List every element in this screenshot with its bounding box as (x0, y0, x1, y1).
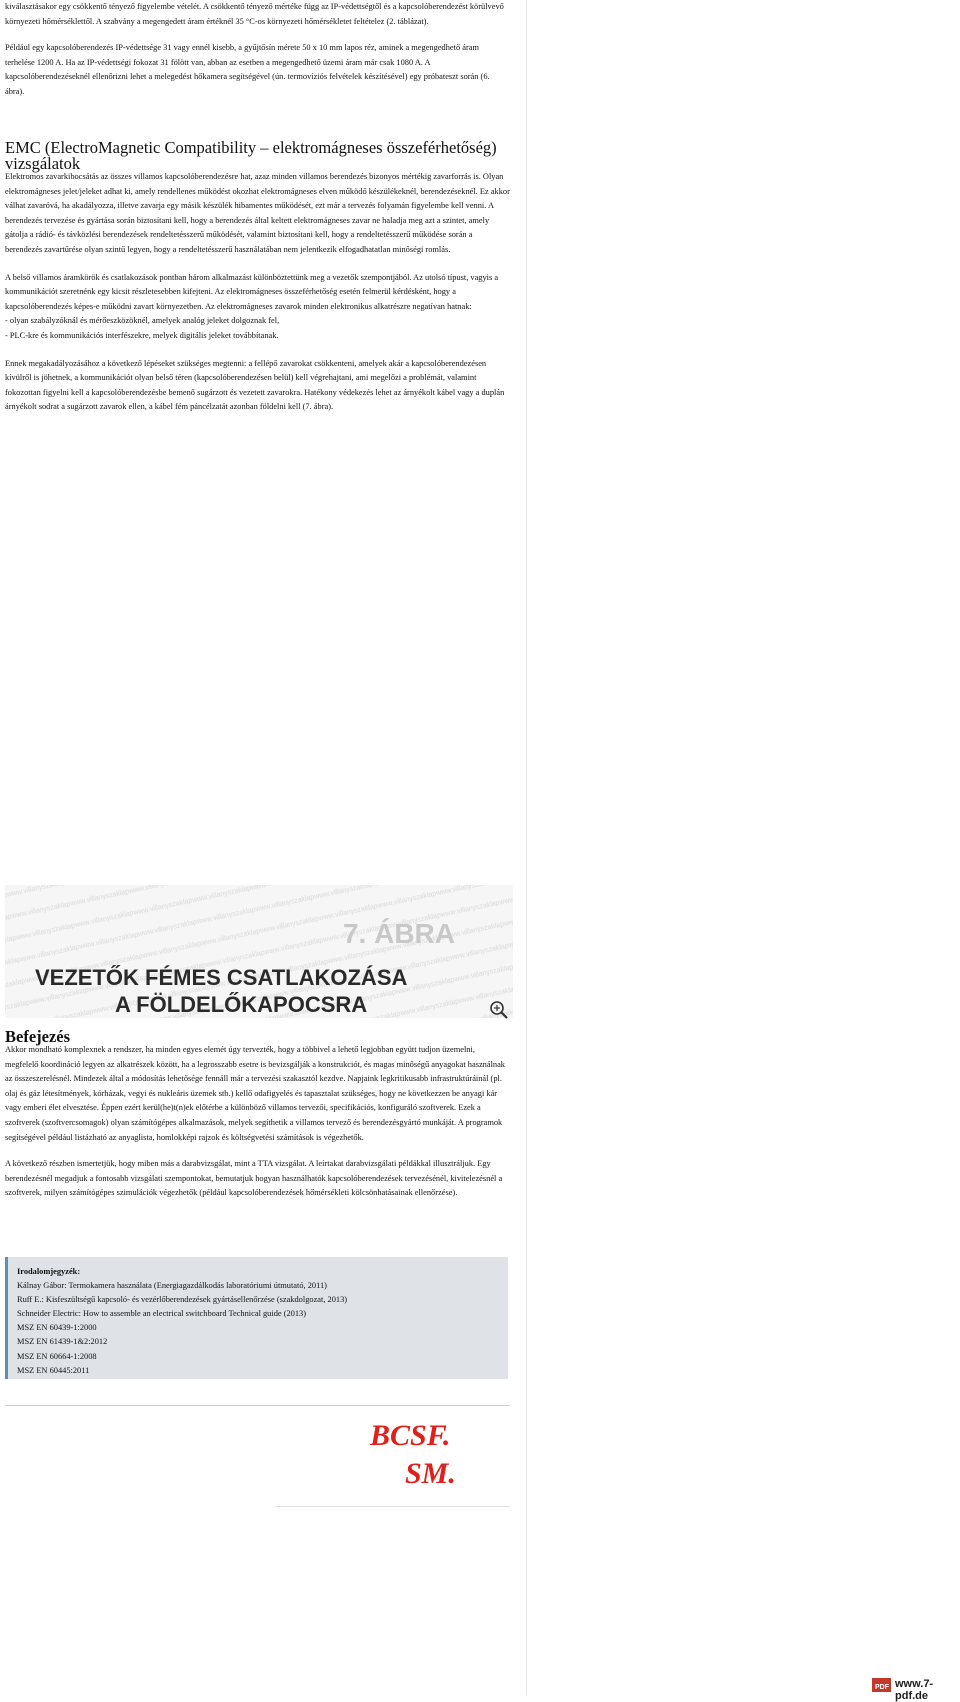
column-divider (526, 0, 527, 1695)
befejezes-paragraph-1: Akkor mondható komplexnek a rendszer, ha minden egyes elemét úgy tervezték, hogy a többivel a lehető legjobban együtt tudjon üzemelni, megfelelő koordináció legyen az alkatrészek között, ha a legrosszabb esetre is bevizsgálják a konstrukciót, és magas minőségű anyagokat használnak az összeszerelésnél. Mindezek által a módosítás lehetősége fennáll már a tervezési szakasztól kezdve. Napjaink legkritikusabb infrastruktúráinál (pl. olaj és gáz létesítmények, kórházak, vegyi és nukleáris üzemek stb.) kellő odafigyelés és tapasztalat szükséges, hogy ne következzen be anyagi kár vagy emberi élet elvesztése. Éppen ezért kerül(he)t(n)ek előtérbe a különböző villamos tervezői, specifikációs, konfiguráló szoftverek. Ezek a szoftverek (szoftvercsomagok) olyan számítógépes alkalmazások, melyek segíthetik a villamos tervező és berendezésgyártó munkáját. A programok segítségével például listázható az anyaglista, homlokképi rajzok és költségvetési számítások is végezhetők. (5, 1045, 505, 1142)
reference-item: MSZ EN 61439-1&2:2012 (17, 1337, 108, 1347)
figure-7 (5, 885, 513, 1018)
references-title: Irodalomjegyzék: (17, 1267, 81, 1276)
reference-item: MSZ EN 60664-1:2008 (17, 1351, 97, 1361)
zoom-icon[interactable] (489, 1000, 509, 1020)
signature-line-2: SM. (405, 1457, 456, 1490)
emc-section (5, 170, 510, 415)
reference-item: Kálnay Gábor: Termokamera használata (Energiagazdálkodás laboratóriumi útmutató, 2011) (17, 1281, 327, 1291)
svg-text:PDF: PDF (875, 1684, 889, 1691)
reference-item: Schneider Electric: How to assemble an electrical switchboard Technical guide (2013) (17, 1309, 307, 1319)
figure-caption-line-2: A FÖLDELŐKAPOCSRA (115, 992, 368, 1017)
emc-paragraph-1: Elektromos zavarkibocsátás az összes villamos kapcsolóberendezésre hat, azaz minden villamos berendezés bizonyos mértékig zavarforrás is. Olyan elektromágneses jelet/jeleket adhat ki, amely rendellenes működést okozhat elektromágneses elven működő készülékeknél, berendezéseknél. Ez akkor válhat zavaróvá, ha akadályozza, illetve zavarja egy másik készülék hibamentes működését, ezt már a tervezés folyamán figyelembe kell venni. A berendezés tervezése és gyártása során biztosítani kell, hogy a berendezés által keltett elektromágneses zavar ne haladja meg azt a szintet, amely gátolja a rádió- és távközlési berendezések rendeltetésszerű működését, valamint biztosítani kell, hogy a rendeltetésszerű működése során a berendezés zavartűrése olyan szintű legyen, hogy a rendeltetésszerű használatában nem jelentkezik elfogadhatatlan minőségi romlás. (5, 172, 510, 254)
reference-item: MSZ EN 60439-1:2000 (17, 1323, 97, 1333)
befejezes-heading: Befejezés (5, 1027, 71, 1046)
reference-item: MSZ EN 60445:2011 (17, 1365, 90, 1375)
befejezes-paragraph-2: A következő részben ismertetjük, hogy miben más a darabvizsgálat, mint a TTA vizsgálat. A leírtakat darabvizsgálati példákkal illusztráljuk. Egy berendezésnél megadjuk a fontosabb vizsgálati szempontokat, bemutatjuk hogyan használhatók kapcsolóberendezések tervezésénél, kivitelezésnél a szoftverek, milyen számítógépes szimulációk végezhetők (például kapcsolóberendezések hőmérsékleti kölcsönhatásainak ellenőrzése). (5, 1159, 503, 1198)
reference-item: Ruff E.: Kisfeszültségű kapcsoló- és vezérlőberendezések gyártásellenőrzése (szakdolgozat, 2013) (17, 1295, 348, 1305)
figure-abra-label: 7. ÁBRA (342, 918, 455, 949)
emc-bullet-1: - olyan szabályzóknál és mérőeszközöknél, amelyek analóg jeleket dolgoznak fel, (5, 316, 280, 326)
separator-line (5, 1405, 510, 1406)
intro-paragraph-1: kiválasztásakor egy csökkentő tényező figyelembe vételét. A csökkentő tényező mértéke függ az IP-védettségtől és a kapcsolóberendezést körülvevő környezeti hőmérséklettől. A szabvány a megengedett áram értéknél 35 °C-os környezeti hőmérsékletet feltételez (2. táblázat). (5, 2, 504, 26)
intro-paragraph-2: Például egy kapcsolóberendezés IP-védettsége 31 vagy ennél kisebb, a gyűjtősín mérete 50 x 10 mm lapos réz, aminek a megengedhető áram terhelése 1200 A. Ha az IP-védettségi fokozat 31 fölött van, abban az esetben a megengedhető üzemi áram már csak 1080 A. A kapcsolóberendezéseknél ellenőrizni lehet a melegedést hőkamera segítségével (ún. termovíziós felvételek készítésével) egy próbateszt során (6. ábra). (5, 43, 490, 96)
figure-caption-line-1: VEZETŐK FÉMES CSATLAKOZÁSA (35, 965, 408, 990)
separator-line-short (275, 1506, 510, 1507)
emc-heading: EMC (ElectroMagnetic Compatibility – elektromágneses összeférhetőség) vizsgálatok (5, 138, 497, 173)
befejezes-section (5, 1043, 510, 1201)
emc-paragraph-3: Ennek megakadályozásához a következő lépéseket szükséges megtenni: a fellépő zavarokat csökkenteni, amelyek akár a kapcsolóberendezésen kívülről is jöhetnek, a kommunikációt olyan belső téren (kapcsolóberendezésen belül) kell végrehajtani, ami megelőzi a problémát, valamint fokozottan figyelni kell a kapcsolóberendezésbe bemenő sugárzott és vezetett zavarokra. Hatékony védekezés lehet az árnyékolt kábel vagy a duplán árnyékolt sodrat a sugárzott zavarok ellen, a kábel fém páncélzatát azonban földelni kell (7. ábra). (5, 358, 505, 412)
signature-line-1: BCSF. (370, 1419, 451, 1452)
author-signature (370, 1415, 505, 1495)
intro-section (5, 0, 510, 100)
footer-site-link[interactable]: www.7-pdf.de (895, 1678, 934, 1702)
emc-bullet-2: - PLC-kre és kommunikációs interfészekre, melyek digitális jeleket továbbítanak. (5, 330, 279, 340)
emc-paragraph-2: A belső villamos áramkörök és csatlakozások pontban három alkalmazást különböztettünk meg a vezetők szempontjából. Az utolsó típust, vagyis a kommunikációt szeretnénk egy kicsit részletesebben kifejteni. Az elektromágneses összeférhetőség esetén felmerül kérdésként, hogy a kapcsolóberendezés képes-e működni zavart környezetben. Az elektromágneses zavarok minden elektronikus alkatrészre negatívan hatnak: (5, 272, 499, 311)
references-box (5, 1257, 508, 1379)
